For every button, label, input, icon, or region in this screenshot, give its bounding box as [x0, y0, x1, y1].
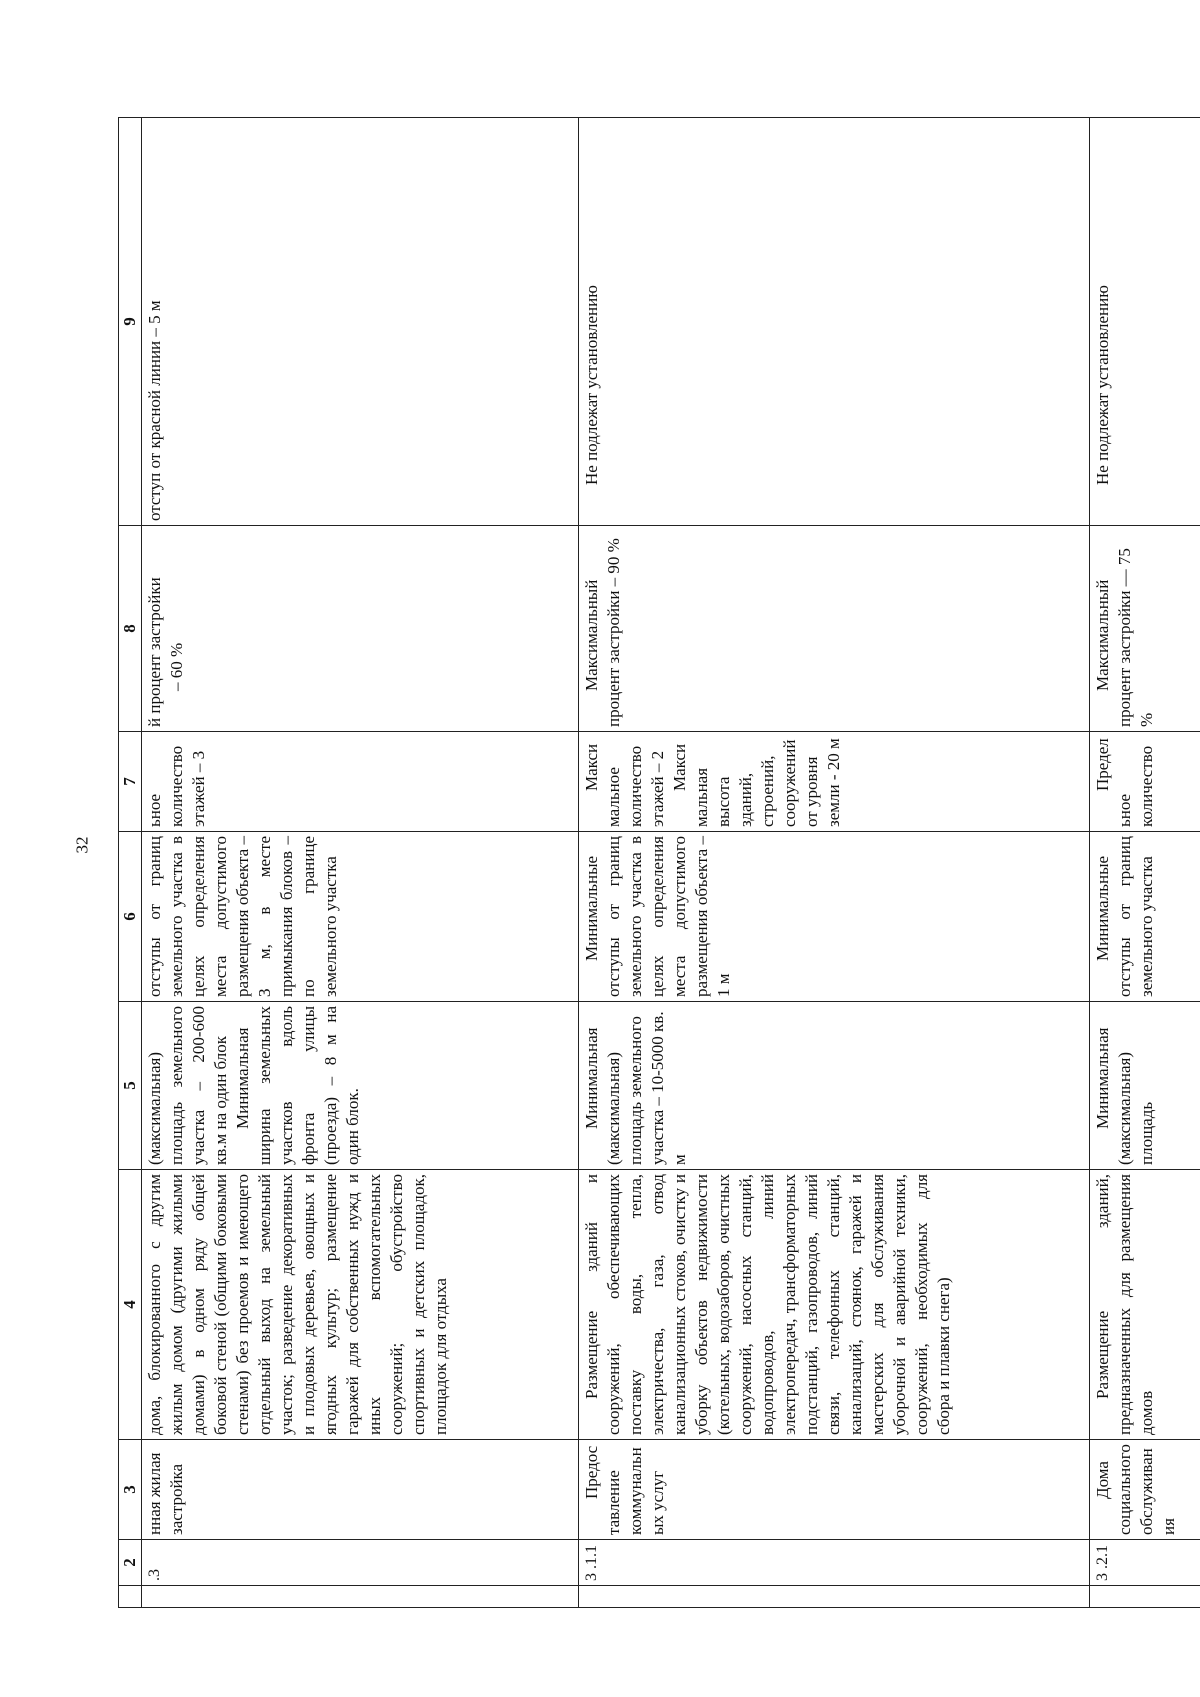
coverage-label: й процент застройки	[145, 577, 164, 727]
coverage-cell: Максимальный процент застройки — 75 %	[1090, 526, 1200, 732]
plot-size-cell: Минимальная (максимальная) площадь земельного участка – 10-5000 кв. м	[579, 1002, 1090, 1170]
use-description: Размещение зданий и сооружений, обеспечивающих поставку воды, тепла, электричества, газа, отвод канализационных стоков, очистку и уборку объектов недвижимости (котельных, водозаборов, очистных сооружений, насосных станций, водопроводов, линий электропередач, трансформаторных подстанций, газопроводов, линий связи, телефонных станций, канализаций, стоянок, гаражей и мастерских для обслуживания уборочной и аварийной техники, сооружений, необходимых для сбора и плавки снега)	[579, 1170, 1090, 1440]
row-code: .3	[142, 1540, 579, 1586]
header-cell-2: 2	[119, 1540, 142, 1586]
table-row	[142, 118, 579, 1608]
header-cell-4: 4	[119, 1170, 142, 1440]
setback-cell: Минимальные отступы от границ земельного участка	[1090, 832, 1200, 1002]
floors-cell: Предельное количество	[1090, 732, 1200, 832]
header-cell-9: 9	[119, 118, 142, 526]
header-cell-3: 3	[119, 1440, 142, 1540]
floors-cell: ьное количество этажей – 3	[142, 732, 579, 832]
row-cell-empty	[142, 1586, 579, 1608]
row-code: 3 .1.1	[579, 1540, 1090, 1586]
plot-size-cell: Минимальная (максимальная) площадь	[1090, 1002, 1200, 1170]
plot-area: (максимальная) площадь земельного участка – 200-600 кв.м на один блок	[145, 1006, 230, 1165]
use-description: дома, блокированного с другим жилым домом (другими жилыми домами) в одном ряду общей боковой стеной (общими боковыми стенами) без проемов и имеющего отдельный выход на земельный участок; разведение декоративных и плодовых деревьев, овощных и ягодных культур; размещение гаражей для собственных нужд и иных вспомогательных сооружений; обустройство спортивных и детских площадок, площадок для отдыха	[142, 1170, 579, 1440]
header-cell-8: 8	[119, 526, 142, 732]
setback-cell: Минимальные отступы от границ земельного участка в целях определения места допустимого размещения объекта – 1 м	[579, 832, 1090, 1002]
plot-width: Минимальная ширина земельных участков вдоль фронта улицы (проезда) – 8 м на один блок.	[233, 1006, 362, 1165]
land-use-type: Предоставление коммунальных услуг	[579, 1440, 1090, 1540]
rotated-table-container	[118, 118, 1200, 1608]
coverage-cell: Максимальный процент застройки – 90 %	[579, 526, 1090, 732]
header-row	[119, 118, 142, 1608]
zoning-table	[118, 117, 1200, 1608]
use-description: Размещение зданий, предназначенных для размещения домов	[1090, 1170, 1200, 1440]
coverage-cell	[142, 526, 579, 732]
row-cell-empty	[1090, 1586, 1200, 1608]
table-row	[579, 118, 1090, 1608]
row-code: 3 .2.1	[1090, 1540, 1200, 1586]
other-params-cell: Не подлежат установлению	[1090, 118, 1200, 526]
floors-cell	[579, 732, 1090, 832]
row-cell-empty	[579, 1586, 1090, 1608]
setback-cell: отступы от границ земельного участка в целях определения места допустимого размещения объекта – 3 м, в месте примыкания блоков – по границе земельного участка	[142, 832, 579, 1002]
other-params-cell: Не подлежат установлению	[579, 118, 1090, 526]
header-cell-7: 7	[119, 732, 142, 832]
land-use-type: нная жилая застройка	[142, 1440, 579, 1540]
header-cell-6: 6	[119, 832, 142, 1002]
plot-size-cell	[142, 1002, 579, 1170]
table-row	[1090, 118, 1200, 1608]
land-use-type: Дома социального обслуживания	[1090, 1440, 1200, 1540]
header-cell-5: 5	[119, 1002, 142, 1170]
header-cell-1	[119, 1586, 142, 1608]
coverage-value: – 60 %	[167, 642, 186, 691]
max-height: Максимальная высота зданий, строений, сооружений от уровня земли - 20 м	[670, 738, 843, 827]
other-params-cell: отступ от красной линии – 5 м	[142, 118, 579, 526]
max-floors: Максимальное количество этажей – 2	[582, 743, 667, 827]
page-number: 32	[72, 836, 92, 854]
